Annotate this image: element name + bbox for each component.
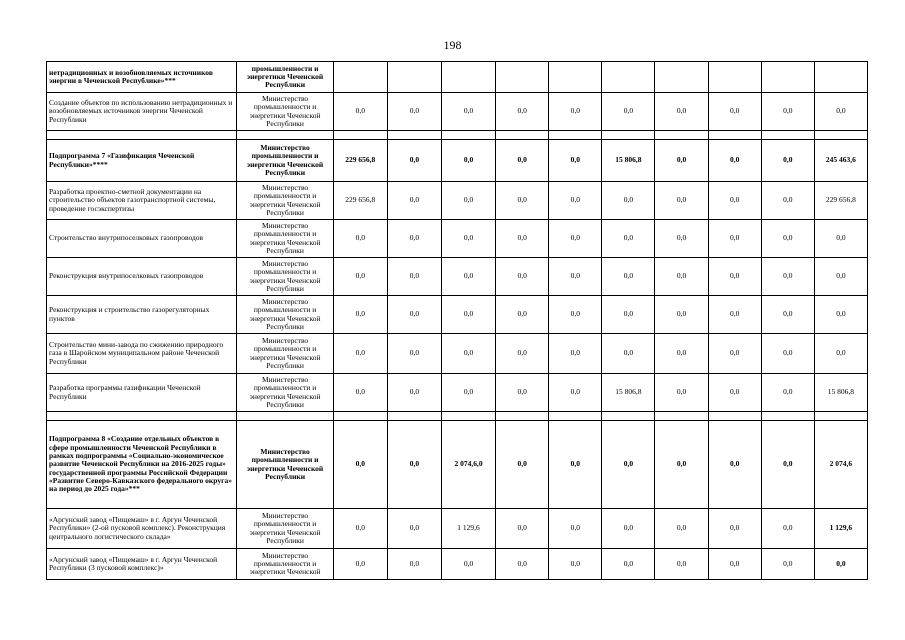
- value-cell: 0,0: [708, 421, 761, 509]
- value-cell: 0,0: [441, 374, 495, 412]
- value-cell: 0,0: [549, 220, 602, 258]
- value-cell: 0,0: [814, 334, 867, 374]
- executor: Министерство промышленности и энергетики Чеченской Республики: [237, 421, 333, 509]
- value-cell: 0,0: [387, 93, 441, 131]
- value-cell: [387, 412, 441, 421]
- value-cell: [333, 131, 387, 140]
- activity-name: Подпрограмма 8 «Создание отдельных объектов в сфере промышленности Чеченской Республики в рамках подпрограммы «Социально-экономическое развитие Чеченской Республики на 2016-2025 годы» государственной программы Российской Федерации «Развитие Северо-Кавказского федерального округа» на период до 2025 года»***: [47, 421, 237, 509]
- value-cell: 0,0: [602, 334, 655, 374]
- table-body: [47, 62, 868, 580]
- value-cell: 0,0: [655, 220, 708, 258]
- value-cell: 0,0: [441, 93, 495, 131]
- value-cell: 0,0: [761, 296, 814, 334]
- value-cell: 0,0: [496, 140, 549, 182]
- value-cell: 0,0: [441, 258, 495, 296]
- executor: Министерство промышленности и энергетики Чеченской Республики: [237, 220, 333, 258]
- activity-name: Создание объектов по использованию нетрадиционных и возобновляемых источников энергии Чеченской Республики: [47, 93, 237, 131]
- value-cell: 0,0: [549, 374, 602, 412]
- value-cell: 15 806,8: [602, 374, 655, 412]
- value-cell: 0,0: [441, 140, 495, 182]
- value-cell: 0,0: [708, 334, 761, 374]
- value-cell: 0,0: [549, 549, 602, 580]
- value-cell: 0,0: [333, 334, 387, 374]
- executor: Министерство промышленности и энергетики Чеченской Республики: [237, 258, 333, 296]
- value-cell: 0,0: [708, 374, 761, 412]
- value-cell: 0,0: [387, 334, 441, 374]
- value-cell: 0,0: [549, 509, 602, 549]
- value-cell: 0,0: [496, 258, 549, 296]
- value-cell: [333, 412, 387, 421]
- value-cell: 0,0: [333, 93, 387, 131]
- value-cell: 0,0: [496, 509, 549, 549]
- value-cell: [708, 62, 761, 93]
- value-cell: 0,0: [496, 296, 549, 334]
- value-cell: [761, 412, 814, 421]
- value-cell: 0,0: [333, 296, 387, 334]
- value-cell: 0,0: [387, 509, 441, 549]
- value-cell: 0,0: [496, 334, 549, 374]
- executor: Министерство промышленности и энергетики Чеченской Республики: [237, 509, 333, 549]
- activity-name: Строительство мини-завода по сжижению природного газа в Шаройском муниципальном районе Чеченской Республики: [47, 334, 237, 374]
- executor: Министерство промышленности и энергетики Чеченской Республики: [237, 140, 333, 182]
- value-cell: [441, 412, 495, 421]
- value-cell: [441, 62, 495, 93]
- value-cell: 0,0: [708, 220, 761, 258]
- executor: Министерство промышленности и энергетики Чеченской Республики: [237, 334, 333, 374]
- value-cell: 0,0: [814, 296, 867, 334]
- value-cell: 0,0: [549, 93, 602, 131]
- value-cell: 0,0: [814, 220, 867, 258]
- value-cell: 0,0: [602, 258, 655, 296]
- value-cell: 0,0: [761, 509, 814, 549]
- value-cell: 0,0: [333, 421, 387, 509]
- value-cell: 0,0: [496, 421, 549, 509]
- executor: Министерство промышленности и энергетики Чеченской Республики: [237, 93, 333, 131]
- value-cell: 0,0: [496, 182, 549, 220]
- value-cell: 0,0: [761, 549, 814, 580]
- value-cell: 0,0: [333, 258, 387, 296]
- value-cell: [708, 412, 761, 421]
- table-row: [47, 549, 868, 580]
- value-cell: [761, 62, 814, 93]
- activity-name: Подпрограмма 7 «Газификация Чеченской Республики»****: [47, 140, 237, 182]
- value-cell: [655, 62, 708, 93]
- value-cell: 2 074,6,0: [441, 421, 495, 509]
- table-row: [47, 374, 868, 412]
- value-cell: 0,0: [655, 258, 708, 296]
- table-row: [47, 412, 868, 421]
- table-row: [47, 220, 868, 258]
- value-cell: 0,0: [708, 258, 761, 296]
- value-cell: 0,0: [655, 549, 708, 580]
- value-cell: 0,0: [387, 182, 441, 220]
- value-cell: [655, 412, 708, 421]
- value-cell: [814, 131, 867, 140]
- value-cell: 0,0: [333, 374, 387, 412]
- executor: Министерство промышленности и энергетики Чеченской Республики: [237, 374, 333, 412]
- activity-name: Реконструкция внутрипоселковых газопроводов: [47, 258, 237, 296]
- value-cell: 229 656,8: [333, 140, 387, 182]
- value-cell: [602, 412, 655, 421]
- value-cell: 0,0: [387, 258, 441, 296]
- value-cell: 1 129,6: [814, 509, 867, 549]
- value-cell: 0,0: [387, 549, 441, 580]
- activity-name: «Аргунский завод «Пищемаш» в г. Аргун Чеченской Республики (3 пусковой комплекс)»: [47, 549, 237, 580]
- value-cell: 1 129,6: [441, 509, 495, 549]
- value-cell: 0,0: [387, 296, 441, 334]
- value-cell: [602, 131, 655, 140]
- value-cell: 0,0: [761, 93, 814, 131]
- value-cell: 0,0: [549, 296, 602, 334]
- executor: Министерство промышленности и энергетики Чеченской: [237, 549, 333, 580]
- executor: [237, 131, 333, 140]
- activity-name: Реконструкция и строительство газорегуляторных пунктов: [47, 296, 237, 334]
- value-cell: 0,0: [655, 374, 708, 412]
- table-row: [47, 131, 868, 140]
- value-cell: 2 074,6: [814, 421, 867, 509]
- value-cell: [549, 62, 602, 93]
- table-row: [47, 62, 868, 93]
- value-cell: 0,0: [602, 220, 655, 258]
- table-row: [47, 296, 868, 334]
- value-cell: [387, 131, 441, 140]
- value-cell: 0,0: [655, 93, 708, 131]
- value-cell: [496, 131, 549, 140]
- value-cell: 0,0: [602, 296, 655, 334]
- value-cell: 0,0: [761, 421, 814, 509]
- value-cell: 0,0: [655, 421, 708, 509]
- value-cell: [441, 131, 495, 140]
- value-cell: 0,0: [496, 220, 549, 258]
- value-cell: 0,0: [708, 549, 761, 580]
- value-cell: 0,0: [549, 334, 602, 374]
- value-cell: [814, 62, 867, 93]
- executor: промышленности и энергетики Чеченской Республики: [237, 62, 333, 93]
- activity-name: Разработка проектно-сметной документации на строительство объектов газотранспортной системы, проведение госэкспертизы: [47, 182, 237, 220]
- value-cell: 0,0: [761, 258, 814, 296]
- value-cell: 0,0: [549, 182, 602, 220]
- value-cell: 0,0: [441, 220, 495, 258]
- value-cell: [549, 412, 602, 421]
- value-cell: 0,0: [387, 220, 441, 258]
- table-row: [47, 182, 868, 220]
- value-cell: 0,0: [655, 182, 708, 220]
- value-cell: 0,0: [496, 93, 549, 131]
- value-cell: 0,0: [387, 421, 441, 509]
- table-row: [47, 258, 868, 296]
- activity-name: [47, 412, 237, 421]
- value-cell: 0,0: [549, 258, 602, 296]
- value-cell: [602, 62, 655, 93]
- value-cell: 0,0: [441, 296, 495, 334]
- value-cell: 15 806,8: [814, 374, 867, 412]
- activity-name: Строительство внутрипоселковых газопроводов: [47, 220, 237, 258]
- value-cell: 0,0: [602, 182, 655, 220]
- value-cell: [387, 62, 441, 93]
- value-cell: 0,0: [602, 549, 655, 580]
- value-cell: 0,0: [655, 296, 708, 334]
- executor: [237, 412, 333, 421]
- value-cell: 0,0: [333, 509, 387, 549]
- table-row: [47, 421, 868, 509]
- value-cell: 0,0: [655, 334, 708, 374]
- value-cell: 0,0: [387, 374, 441, 412]
- table-row: [47, 509, 868, 549]
- budget-table: [46, 61, 868, 580]
- value-cell: 0,0: [708, 182, 761, 220]
- table-row: [47, 93, 868, 131]
- value-cell: 0,0: [602, 93, 655, 131]
- value-cell: 0,0: [761, 182, 814, 220]
- value-cell: 15 806,8: [602, 140, 655, 182]
- activity-name: «Аргунский завод «Пищемаш» в г. Аргун Чеченской Республики» (2-ой пусковой комплекс). Реконструкция центрального логистического склада»: [47, 509, 237, 549]
- table-row: [47, 140, 868, 182]
- value-cell: 0,0: [708, 93, 761, 131]
- value-cell: 245 463,6: [814, 140, 867, 182]
- value-cell: [549, 131, 602, 140]
- value-cell: 0,0: [761, 374, 814, 412]
- value-cell: [496, 62, 549, 93]
- value-cell: 0,0: [441, 549, 495, 580]
- value-cell: 0,0: [496, 374, 549, 412]
- value-cell: 0,0: [387, 140, 441, 182]
- value-cell: 0,0: [333, 220, 387, 258]
- value-cell: [655, 131, 708, 140]
- value-cell: 0,0: [441, 182, 495, 220]
- value-cell: [333, 62, 387, 93]
- value-cell: 0,0: [441, 334, 495, 374]
- value-cell: 229 656,8: [333, 182, 387, 220]
- value-cell: 0,0: [708, 140, 761, 182]
- value-cell: 0,0: [333, 549, 387, 580]
- value-cell: 0,0: [655, 509, 708, 549]
- value-cell: 0,0: [602, 509, 655, 549]
- value-cell: 0,0: [602, 421, 655, 509]
- value-cell: 0,0: [655, 140, 708, 182]
- value-cell: [708, 131, 761, 140]
- value-cell: [496, 412, 549, 421]
- table-row: [47, 334, 868, 374]
- value-cell: 0,0: [761, 220, 814, 258]
- value-cell: 0,0: [761, 140, 814, 182]
- value-cell: 0,0: [708, 296, 761, 334]
- value-cell: [761, 131, 814, 140]
- page-number: 198: [443, 38, 462, 52]
- value-cell: 0,0: [761, 334, 814, 374]
- value-cell: 229 656,8: [814, 182, 867, 220]
- activity-name: нетрадиционных и возобновляемых источников энергии в Чеченской Республике»***: [47, 62, 237, 93]
- activity-name: [47, 131, 237, 140]
- value-cell: 0,0: [708, 509, 761, 549]
- value-cell: 0,0: [496, 549, 549, 580]
- value-cell: 0,0: [814, 93, 867, 131]
- executor: Министерство промышленности и энергетики Чеченской Республики: [237, 296, 333, 334]
- executor: Министерство промышленности и энергетики Чеченской Республики: [237, 182, 333, 220]
- activity-name: Разработка программы газификации Чеченской Республики: [47, 374, 237, 412]
- value-cell: 0,0: [814, 549, 867, 580]
- value-cell: [814, 412, 867, 421]
- value-cell: 0,0: [549, 421, 602, 509]
- value-cell: 0,0: [814, 258, 867, 296]
- value-cell: 0,0: [549, 140, 602, 182]
